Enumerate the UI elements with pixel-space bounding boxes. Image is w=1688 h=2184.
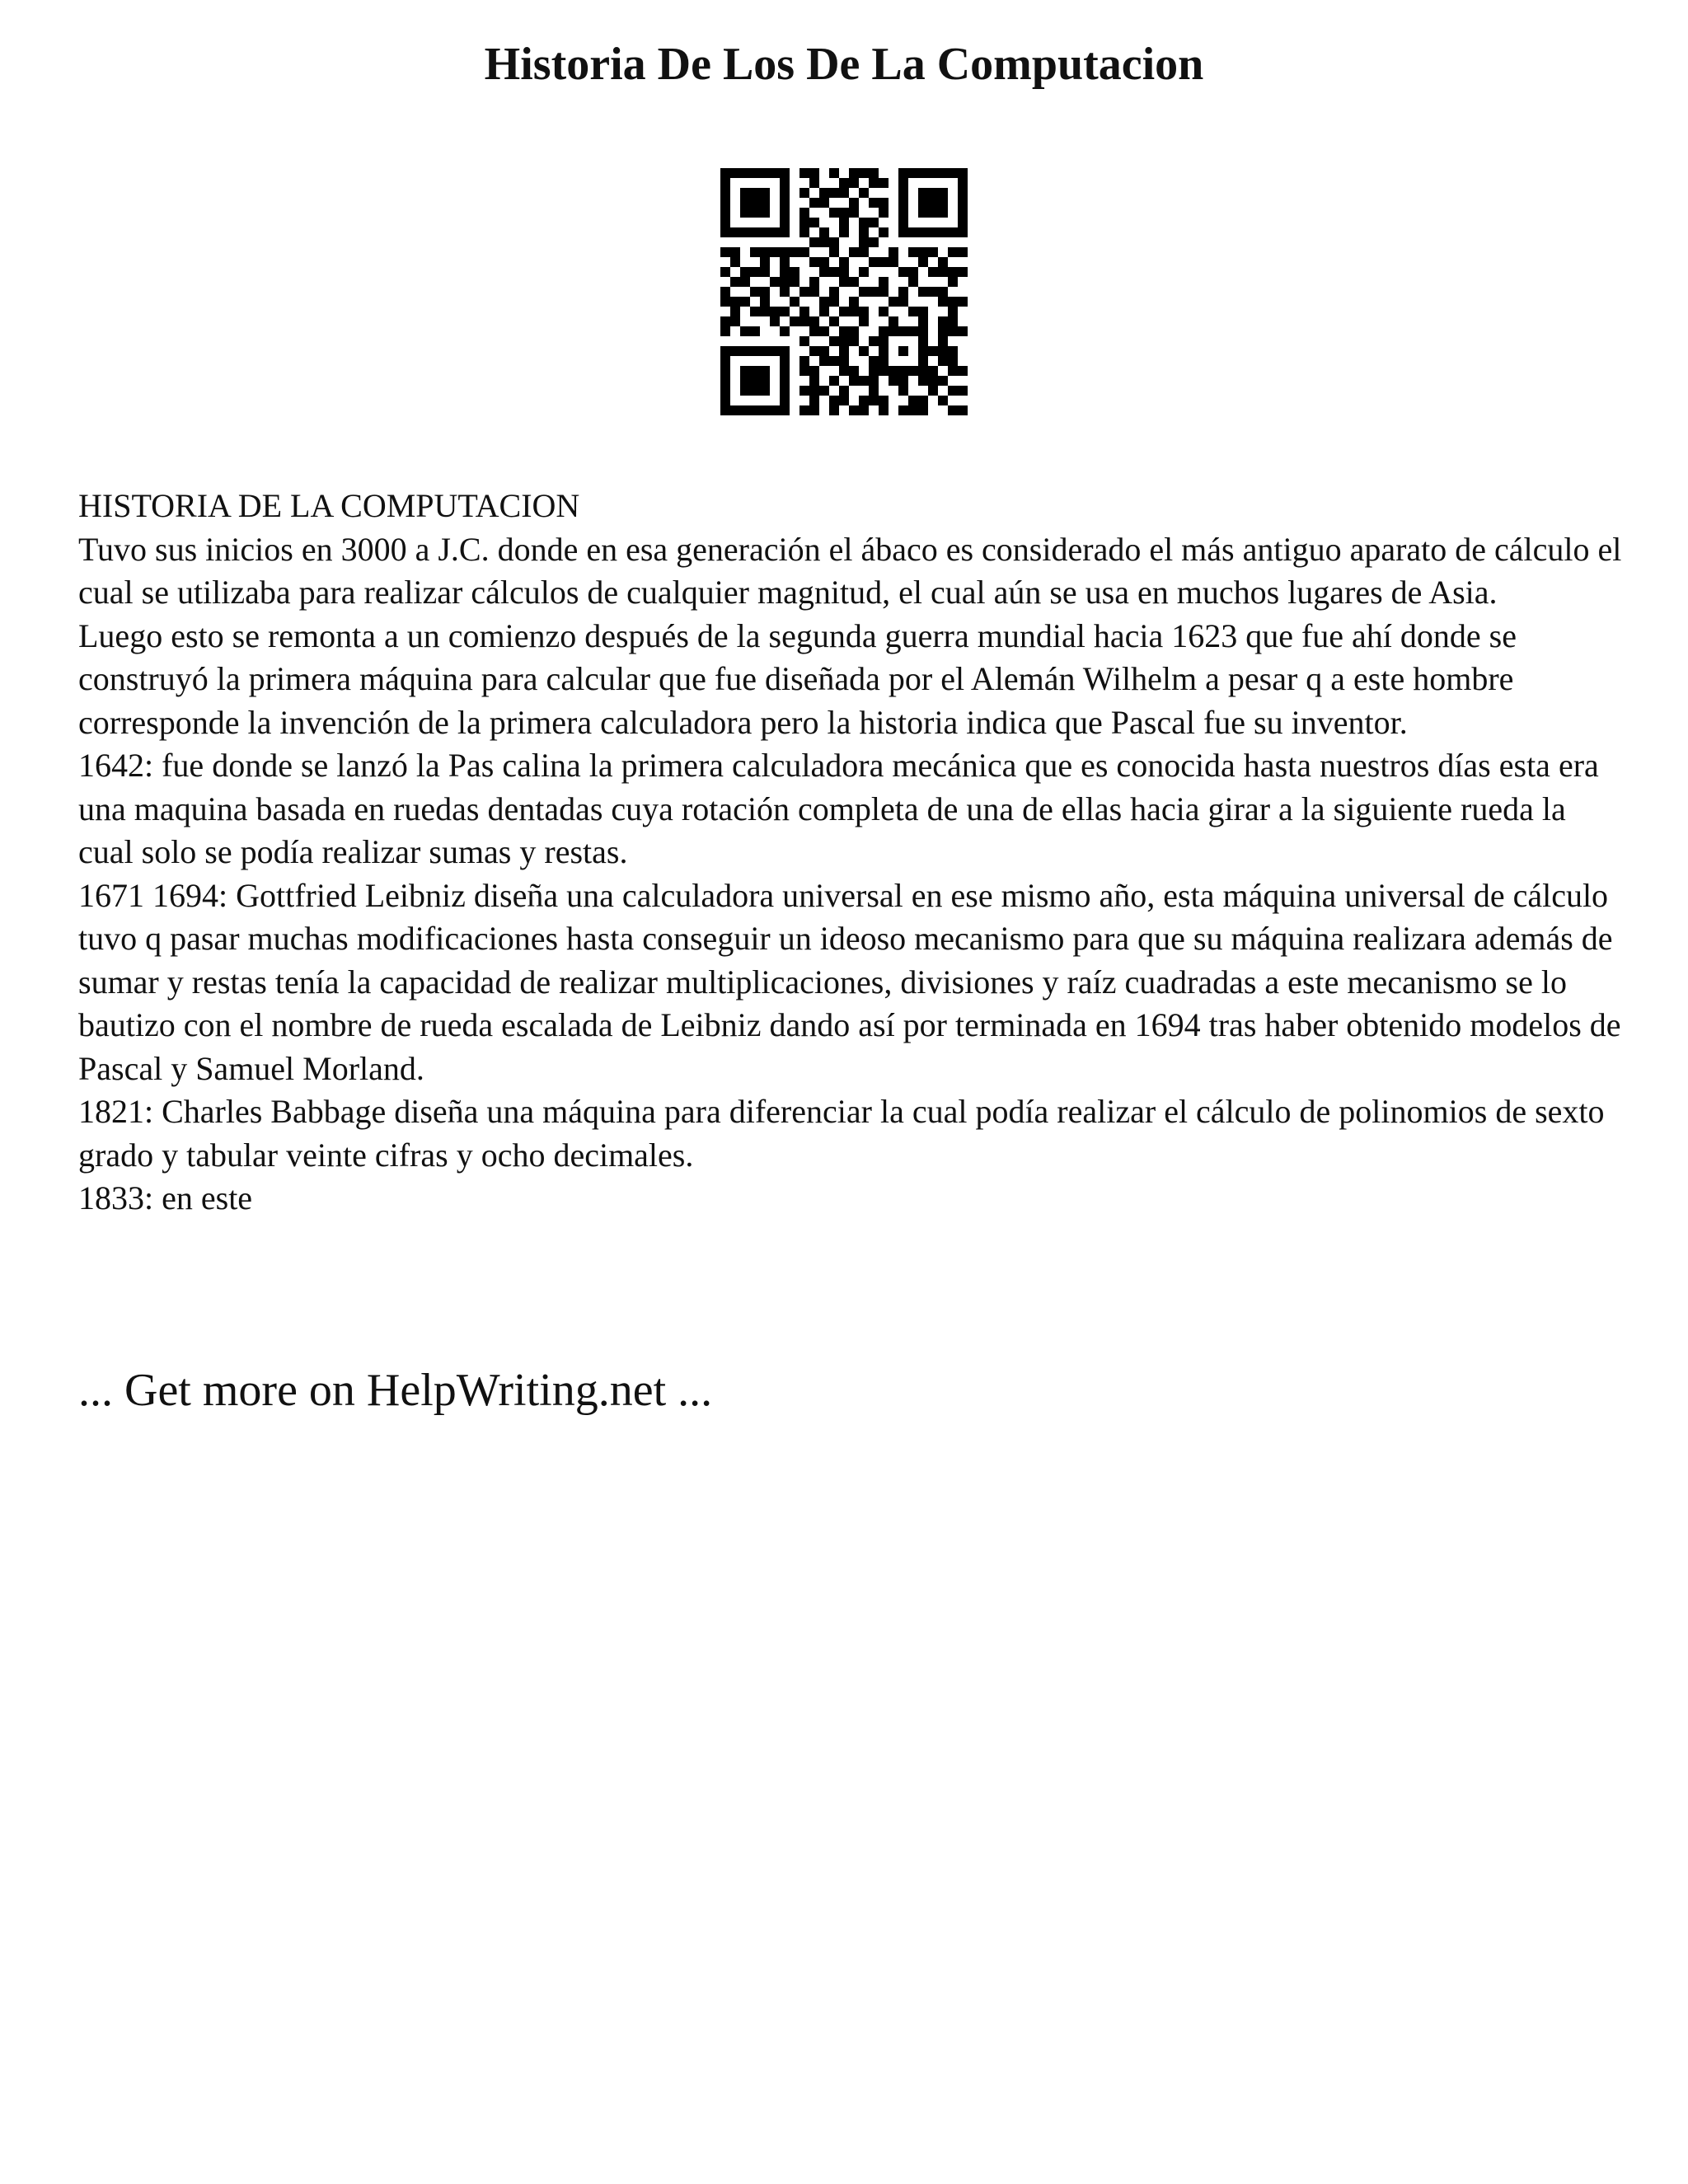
article-body	[78, 485, 1628, 1221]
get-more-link[interactable]: ... Get more on HelpWriting.net ...	[78, 1365, 713, 1416]
paragraph-1833: 1833: en este	[78, 1179, 253, 1216]
paragraph-1623: Luego esto se remonta a un comienzo después de la segunda guerra mundial hacia 1623 que fue ahí donde se construyó la primera máquina para calcular que fue diseñada por el Alemán Wilhelm a pesar q a este hombre corresponde la invención de la primera calculadora pero la historia indica que Pascal fue su inventor.	[78, 616, 1517, 741]
qr-code-icon	[720, 168, 968, 415]
paragraph-1642: 1642: fue donde se lanzó la Pas calina la primera calculadora mecánica que es conocida hasta nuestros días esta era una maquina basada en ruedas dentadas cuya rotación completa de una de ellas hacia girar a la siguiente rueda la cual solo se podía realizar sumas y restas.	[78, 747, 1599, 870]
paragraph-1821: 1821: Charles Babbage diseña una máquina para diferenciar la cual podía realizar el cálculo de polinomios de sexto grado y tabular veinte cifras y ocho decimales.	[78, 1093, 1605, 1174]
paragraph-1671-1694: 1671 1694: Gottfried Leibniz diseña una calculadora universal en ese mismo año, esta máquina universal de cálculo tuvo q pasar muchas modificaciones hasta conseguir un ideoso mecanismo para que su máquina realizara además de sumar y restas tenía la capacidad de realizar multiplicaciones, divisiones y raíz cuadradas a este mecanismo se lo bautizo con el nombre de rueda escalada de Leibniz dando así por terminada en 1694 tras haber obtenido modelos de Pascal y Samuel Morland.	[78, 876, 1621, 1087]
qr-code	[720, 168, 968, 415]
paragraph-abacus: Tuvo sus inicios en 3000 a J.C. donde en esa generación el ábaco es considerado el más antiguo aparato de cálculo el cual se utilizaba para realizar cálculos de cualquier magnitud, el cual aún se usa en muchos lugares de Asia.	[78, 530, 1622, 611]
page-title: Historia De Los De La Computacion	[484, 39, 1204, 90]
section-heading: HISTORIA DE LA COMPUTACION	[78, 487, 580, 524]
